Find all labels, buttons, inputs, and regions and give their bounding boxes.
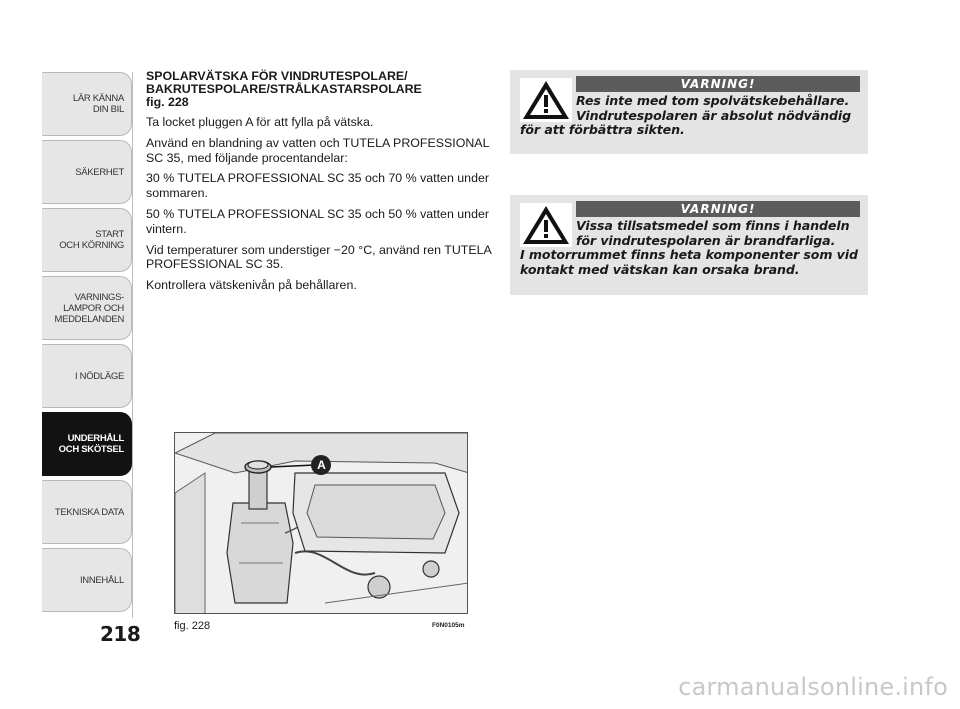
warning-line: för vindrutespolaren är brandfarliga.	[576, 232, 836, 248]
tab-label: VARNINGS- LAMPOR OCH MEDDELANDEN	[54, 291, 124, 325]
tab-lar-kanna-din-bil[interactable]	[42, 72, 132, 136]
figure-code: F0N0105m	[432, 622, 465, 629]
tab-label: TEKNISKA DATA	[54, 506, 124, 518]
warning-line: för att förbättra sikten.	[520, 122, 685, 137]
paragraph: 50 % TUTELA PROFESSIONAL SC 35 och 50 % vatten under vintern.	[146, 206, 489, 236]
section-title-text: SPOLARVÄTSKA FÖR VINDRUTESPOLARE/ BAKRUTESPOLARE/STRÅLKASTARSPOLARE	[146, 69, 422, 96]
tab-i-nodlage[interactable]	[42, 344, 132, 408]
tab-sakerhet[interactable]	[42, 140, 132, 204]
section-title	[146, 70, 496, 109]
warning-line: Vissa tillsatsmedel som finns i handeln	[576, 218, 850, 233]
warning-box-1	[510, 70, 868, 154]
section-content	[146, 70, 496, 299]
paragraph: Kontrollera vätskenivån på behållaren.	[146, 278, 357, 293]
figure-callout-a: A	[317, 458, 326, 472]
warning-heading: VARNING!	[576, 76, 860, 92]
paragraph: Vid temperaturer som understiger −20 °C, använd ren TUTELA PROFESSIONAL SC 35.	[146, 242, 492, 272]
tab-underhall-och-skotsel[interactable]	[42, 412, 132, 476]
tab-label: UNDERHÅLL OCH SKÖTSEL	[58, 433, 124, 455]
warning-heading: VARNING!	[576, 201, 860, 217]
paragraph: Använd en blandning av vatten och TUTELA PROFESSIONAL SC 35, med följande procentandelar:	[146, 135, 489, 165]
page-number: 218	[100, 622, 141, 646]
warning-triangle-icon	[520, 78, 572, 122]
warning-line: kontakt med vätskan kan orsaka brand.	[520, 261, 800, 277]
warning-box-2	[510, 195, 868, 295]
tab-label: LÄR KÄNNA DIN BIL	[72, 93, 124, 115]
warning-line: Vindrutespolaren är absolut nödvändig	[576, 107, 852, 123]
warning-line: Res inte med tom spolvätskebehållare.	[576, 93, 850, 108]
paragraph: 30 % TUTELA PROFESSIONAL SC 35 och 70 % vatten under sommaren.	[146, 171, 489, 201]
tab-innehall[interactable]	[42, 548, 132, 612]
tab-varningslampor[interactable]	[42, 276, 132, 340]
engine-bay-illustration	[174, 432, 468, 614]
tab-tekniska-data[interactable]	[42, 480, 132, 544]
tab-label: INNEHÅLL	[79, 574, 124, 586]
tab-label: START OCH KÖRNING	[59, 229, 124, 251]
section-figref: fig. 228	[146, 95, 189, 109]
tabs-divider	[132, 72, 133, 618]
tab-start-och-korning[interactable]	[42, 208, 132, 272]
tab-label: SÄKERHET	[75, 166, 124, 178]
paragraph: Ta locket pluggen A för att fylla på vätska.	[146, 115, 374, 129]
watermark: carmanualsonline.info	[678, 673, 948, 701]
tab-label: I NÖDLÄGE	[74, 370, 124, 382]
warning-triangle-icon	[520, 203, 572, 247]
warning-line: I motorrummet finns heta komponenter som vid	[520, 247, 858, 262]
figure-caption: fig. 228	[174, 620, 211, 632]
